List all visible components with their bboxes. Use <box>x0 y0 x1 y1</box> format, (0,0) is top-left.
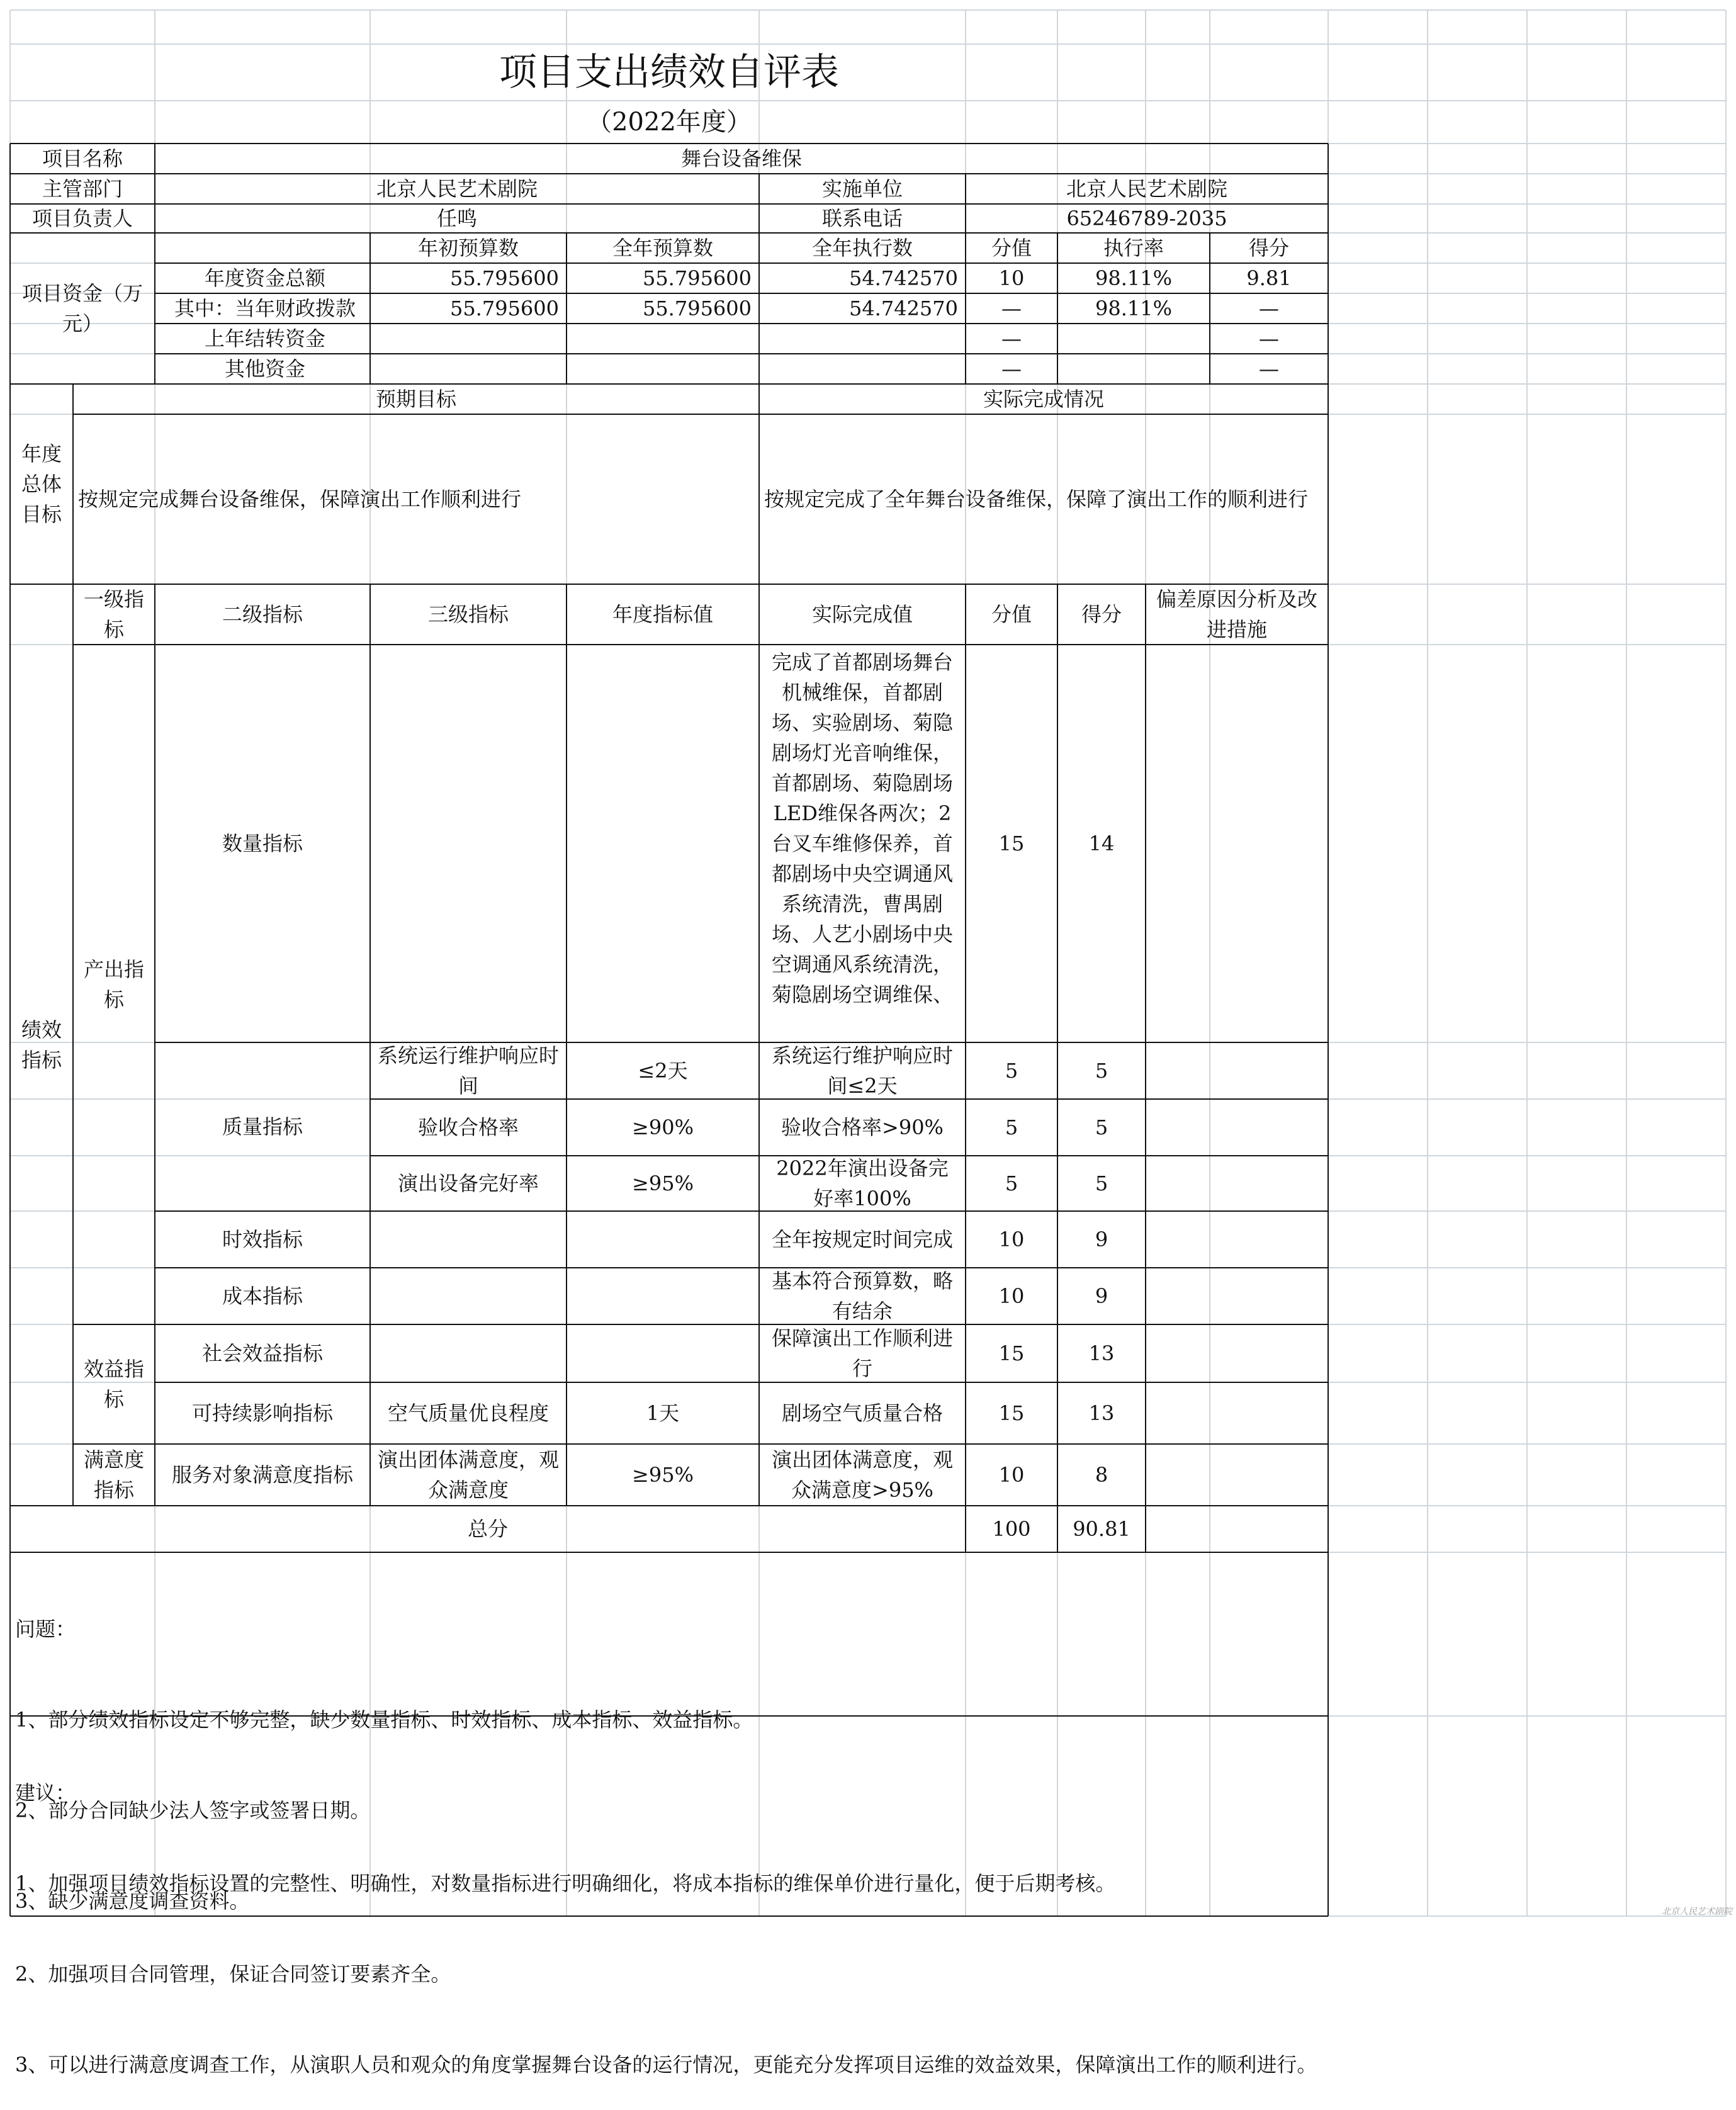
watermark: 北京人民艺术剧院 <box>1662 1907 1732 1917</box>
perf-cell-actual: 基本符合预算数，略有结余 <box>771 1269 953 1323</box>
fund-cell-score-value: — <box>1001 357 1022 381</box>
perf-cell-score: 5 <box>1095 1115 1108 1139</box>
fund-cell-rate: 98.11% <box>1095 266 1172 290</box>
perf-cell-value: 15 <box>998 1401 1025 1425</box>
perf-header: 三级指标 <box>427 602 509 626</box>
perf-cell-value: 10 <box>998 1463 1025 1487</box>
owner-label: 项目负责人 <box>31 206 133 230</box>
fund-cell-initial: 55.795600 <box>449 296 559 320</box>
l2-timeliness: 时效指标 <box>222 1227 303 1251</box>
perf-cell-actual: 保障演出工作顺利进行 <box>771 1326 953 1380</box>
perf-cell-target <box>566 1211 759 1268</box>
perf-header: 分值 <box>991 602 1032 626</box>
l2-service-satisfaction: 服务对象满意度指标 <box>171 1463 353 1487</box>
fund-cell-executed: 54.742570 <box>848 266 958 290</box>
fund-cell-executed: 54.742570 <box>848 296 958 320</box>
l2-sustainable: 可持续影响指标 <box>191 1401 333 1425</box>
perf-label: 绩效指标 <box>21 1018 62 1072</box>
suggestions-section <box>15 1717 1318 2110</box>
suggestions-title: 建议： <box>15 1781 76 1805</box>
perf-cell-target <box>566 645 759 1042</box>
goal-expected-header: 预期目标 <box>375 387 456 411</box>
perf-cell-score: 9 <box>1095 1227 1108 1251</box>
perf-cell-actual: 完成了首都剧场舞台机械维保，首都剧场、实验剧场、菊隐剧场灯光音响维保，首都剧场、菊隐剧场LED维保各两次；2台叉车维修保养，首都剧场中央空调通风系统清洗，曹禺剧场、人艺小剧场中央空调通风系统清洗，菊隐剧场空调维保、 <box>771 650 953 1007</box>
l1-satisfaction: 满意度指标 <box>83 1448 144 1502</box>
perf-header: 得分 <box>1081 602 1122 626</box>
perf-cell-l3: 演出团体满意度，观众满意度 <box>378 1448 560 1502</box>
perf-header: 二级指标 <box>222 602 303 626</box>
perf-cell-l3 <box>370 645 566 1042</box>
fund-cell-executed <box>759 354 966 384</box>
perf-cell-value: 15 <box>998 832 1025 855</box>
funds-header: 全年执行数 <box>811 236 913 260</box>
perf-header: 偏差原因分析及改进措施 <box>1156 587 1317 641</box>
funds-header: 分值 <box>991 236 1032 260</box>
fund-cell-score: — <box>1259 327 1279 351</box>
l2-quantity: 数量指标 <box>222 832 303 855</box>
fund-cell-rate: 98.11% <box>1095 296 1172 320</box>
perf-cell-target: ≥95% <box>632 1171 694 1195</box>
perf-cell-value: 10 <box>998 1227 1025 1251</box>
perf-cell-actual: 验收合格率>90% <box>781 1115 944 1139</box>
fund-cell-annual <box>566 354 759 384</box>
fund-cell-score-value: 10 <box>998 266 1025 290</box>
funds-header: 全年预算数 <box>612 236 713 260</box>
perf-cell-score: 9 <box>1095 1284 1108 1308</box>
perf-cell-l3 <box>370 1324 566 1382</box>
suggestion-item: 3、可以进行满意度调查工作，从演职人员和观众的角度掌握舞台设备的运行情况，更能充分发挥项目运维的效益效果，保障演出工作的顺利进行。 <box>15 2053 1317 2077</box>
fund-cell-label: 其中：当年财政拨款 <box>174 296 356 320</box>
fund-cell-initial <box>370 324 566 354</box>
perf-cell-actual: 系统运行维护响应时间≤2天 <box>771 1044 953 1098</box>
suggestion-item: 1、加强项目绩效指标设置的完整性、明确性，对数量指标进行明确细化，将成本指标的维保单价进行量化，便于后期考核。 <box>15 1871 1116 1895</box>
goal-actual-header: 实际完成情况 <box>983 387 1104 411</box>
funds-header: 得分 <box>1248 236 1289 260</box>
fund-cell-score: 9.81 <box>1246 266 1292 290</box>
perf-cell-actual: 演出团体满意度，观众满意度>95% <box>771 1448 953 1502</box>
dept-value: 北京人民艺术剧院 <box>376 177 538 201</box>
l2-social: 社会效益指标 <box>201 1341 323 1365</box>
l1-benefit: 效益指标 <box>83 1357 144 1411</box>
problems-title: 问题： <box>15 1617 76 1641</box>
perf-cell-l3 <box>370 1268 566 1324</box>
project-name-label: 项目名称 <box>42 147 123 171</box>
year-subtitle: （2022年度） <box>587 108 752 137</box>
perf-cell-score: 8 <box>1095 1463 1108 1487</box>
perf-cell-l3: 系统运行维护响应时间 <box>378 1044 560 1098</box>
owner-value: 任鸣 <box>436 206 477 230</box>
perf-cell-score: 5 <box>1095 1171 1108 1195</box>
perf-cell-score: 13 <box>1088 1341 1115 1365</box>
perf-cell-target: ≥95% <box>632 1463 694 1487</box>
fund-cell-annual: 55.795600 <box>642 266 752 290</box>
perf-cell-target: ≤2天 <box>638 1059 688 1083</box>
fund-cell-label: 其他资金 <box>224 357 305 381</box>
fund-cell-annual: 55.795600 <box>642 296 752 320</box>
perf-cell-value: 5 <box>1005 1171 1018 1195</box>
phone-label: 联系电话 <box>821 206 903 230</box>
perf-header: 实际完成值 <box>811 602 913 626</box>
total-value: 100 <box>992 1517 1031 1541</box>
perf-cell-value: 5 <box>1005 1115 1018 1139</box>
perf-cell-target <box>566 1324 759 1382</box>
page-title: 项目支出绩效自评表 <box>499 50 839 94</box>
fund-cell-score-value: — <box>1001 296 1022 320</box>
fund-cell-score: — <box>1259 296 1279 320</box>
fund-cell-executed <box>759 324 966 354</box>
perf-header: 一级指标 <box>83 587 144 641</box>
fund-cell-annual <box>566 324 759 354</box>
perf-cell-value: 10 <box>998 1284 1025 1308</box>
fund-cell-score: — <box>1259 357 1279 381</box>
funds-label: 项目资金（万元） <box>21 281 143 336</box>
goal-actual-text: 按规定完成了全年舞台设备维保，保障了演出工作的顺利进行 <box>764 487 1309 511</box>
perf-cell-l3 <box>370 1211 566 1268</box>
perf-cell-actual: 剧场空气质量合格 <box>781 1401 943 1425</box>
impl-label: 实施单位 <box>821 177 903 201</box>
perf-cell-target: ≥90% <box>632 1115 694 1139</box>
perf-cell-target: 1天 <box>646 1401 680 1425</box>
dept-label: 主管部门 <box>42 177 123 201</box>
l2-cost: 成本指标 <box>222 1284 303 1308</box>
fund-cell-score-value: — <box>1001 327 1022 351</box>
goal-label: 年度总体目标 <box>21 442 62 526</box>
fund-cell-rate <box>1057 354 1210 384</box>
goal-expected-text: 按规定完成舞台设备维保，保障演出工作顺利进行 <box>78 487 522 511</box>
fund-cell-initial: 55.795600 <box>449 266 559 290</box>
perf-cell-score: 13 <box>1088 1401 1115 1425</box>
funds-header: 执行率 <box>1103 236 1164 260</box>
fund-cell-label: 上年结转资金 <box>204 327 325 351</box>
perf-cell-score: 14 <box>1088 832 1115 855</box>
project-name-value: 舞台设备维保 <box>680 147 802 171</box>
fund-cell-initial <box>370 354 566 384</box>
problem-item: 3、缺少满意度调查资料。 <box>15 1889 250 1913</box>
fund-cell-rate <box>1057 324 1210 354</box>
perf-cell-score: 5 <box>1095 1059 1108 1083</box>
suggestion-item: 2、加强项目合同管理，保证合同签订要素齐全。 <box>15 1962 451 1986</box>
fund-cell-label: 年度资金总额 <box>204 266 325 290</box>
l1-output: 产出指标 <box>83 957 144 1012</box>
funds-header: 年初预算数 <box>417 236 519 260</box>
total-label: 总分 <box>467 1517 508 1541</box>
perf-cell-l3: 验收合格率 <box>417 1115 519 1139</box>
perf-cell-l3: 空气质量优良程度 <box>387 1401 549 1425</box>
problem-item: 1、部分绩效指标设定不够完整，缺少数量指标、时效指标、成本指标、效益指标。 <box>15 1708 753 1732</box>
perf-cell-target <box>566 1268 759 1324</box>
perf-cell-value: 15 <box>998 1341 1025 1365</box>
problem-item: 2、部分合同缺少法人签字或签署日期。 <box>15 1798 371 1822</box>
impl-value: 北京人民艺术剧院 <box>1066 177 1227 201</box>
total-score: 90.81 <box>1073 1517 1130 1541</box>
perf-cell-value: 5 <box>1005 1059 1018 1083</box>
phone-value: 65246789-2035 <box>1066 206 1227 230</box>
perf-cell-l3: 演出设备完好率 <box>397 1171 539 1195</box>
l2-quality: 质量指标 <box>222 1115 303 1139</box>
perf-cell-actual: 2022年演出设备完好率100% <box>776 1156 949 1210</box>
perf-header: 年度指标值 <box>612 602 713 626</box>
perf-cell-actual: 全年按规定时间完成 <box>771 1227 953 1251</box>
